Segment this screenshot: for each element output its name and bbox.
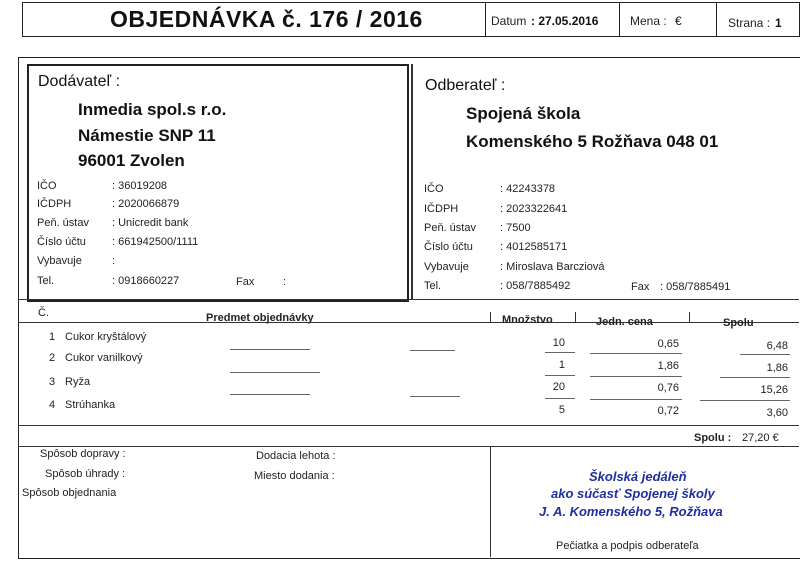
table-row-unit-price: 0,72 <box>657 405 679 417</box>
table-row-name: Ryža <box>65 376 91 388</box>
table-row-qty: 20 <box>552 381 565 393</box>
col-header-no: Č. <box>38 307 49 319</box>
row-underline <box>230 394 310 395</box>
table-col-rule-total <box>689 312 690 323</box>
supplier-contact-label: Vybavuje <box>37 255 82 267</box>
strana-value: 1 <box>775 16 782 30</box>
table-row-unit-price: 0,65 <box>657 338 679 350</box>
supplier-fax-value: : <box>283 276 287 288</box>
supplier-account-value: : 661942500/1111 <box>112 236 199 248</box>
customer-icdph-label: IČDPH <box>424 203 459 215</box>
stamp-line-1: Školská jedáleň <box>589 469 687 484</box>
table-row-qty: 5 <box>558 404 565 416</box>
row-underline <box>590 399 682 400</box>
supplier-tel-label: Tel. <box>37 275 55 287</box>
supplier-city: 96001 Zvolen <box>78 151 185 170</box>
col-header-unit-price: Jedn. cena <box>596 316 653 328</box>
table-row-qty: 10 <box>552 337 565 349</box>
row-underline <box>720 377 790 378</box>
table-row-unit-price: 1,86 <box>657 360 679 372</box>
sum-rule <box>18 446 799 447</box>
table-row-total: 3,60 <box>766 407 788 419</box>
table-row-qty: 1 <box>558 359 565 371</box>
mena-label: Mena : <box>630 14 667 28</box>
table-col-rule-price <box>575 312 576 323</box>
footer-divider <box>490 447 491 557</box>
row-underline <box>590 376 682 377</box>
table-row-total: 15,26 <box>760 384 788 396</box>
row-underline <box>590 353 682 354</box>
supplier-fax-label: Fax <box>236 276 255 288</box>
supplier-name: Inmedia spol.s r.o. <box>78 100 227 119</box>
customer-icdph-value: : 2023322641 <box>500 203 568 215</box>
row-underline <box>545 398 575 399</box>
uhrada-label: Spôsob úhrady : <box>45 468 126 480</box>
table-row-no: 4 <box>49 399 56 411</box>
stamp-line-2: ako súčasť Spojenej školy <box>551 486 715 501</box>
lehota-label: Dodacia lehota : <box>256 450 336 462</box>
table-row-name: Cukor kryštálový <box>65 331 147 343</box>
customer-fax-value: : 058/7885491 <box>660 281 731 293</box>
row-underline <box>230 372 320 373</box>
customer-name: Spojená škola <box>466 104 581 123</box>
customer-contact-label: Vybavuje <box>424 261 469 273</box>
customer-ico-value: : 42243378 <box>500 183 556 195</box>
row-underline <box>410 396 460 397</box>
supplier-street: Námestie SNP 11 <box>78 126 216 145</box>
customer-fax-label: Fax <box>631 281 650 293</box>
customer-ico-label: IČO <box>424 183 444 195</box>
customer-bank-label: Peň. ústav <box>424 222 476 234</box>
table-row-name: Strúhanka <box>65 399 116 411</box>
signature-label: Pečiatka a podpis odberateľa <box>556 540 699 552</box>
datum-value: : 27.05.2016 <box>531 14 599 28</box>
supplier-heading: Dodávateľ : <box>38 73 121 90</box>
objednanie-label: Spôsob objednania <box>22 487 117 499</box>
supplier-contact-value: : <box>112 255 116 267</box>
table-row-total: 6,48 <box>766 340 788 352</box>
table-row-unit-price: 0,76 <box>657 382 679 394</box>
supplier-bank-label: Peň. ústav <box>37 217 89 229</box>
customer-tel-label: Tel. <box>424 280 442 292</box>
sum-value: 27,20 € <box>742 432 779 444</box>
customer-divider <box>411 64 413 299</box>
table-row-no: 1 <box>49 331 56 343</box>
supplier-ico-label: IČO <box>37 180 57 192</box>
col-header-total: Spolu <box>723 317 754 329</box>
stamp-line-3: J. A. Komenského 5, Rožňava <box>539 504 723 519</box>
row-underline <box>700 400 790 401</box>
order-title: OBJEDNÁVKA č. 176 / 2016 <box>110 6 423 32</box>
supplier-account-label: Číslo účtu <box>37 236 86 248</box>
supplier-icdph-value: : 2020066879 <box>112 198 180 210</box>
col-header-qty: Množstvo <box>502 314 553 326</box>
customer-address: Komenského 5 Rožňava 048 01 <box>466 132 719 151</box>
row-underline <box>545 375 575 376</box>
table-row-total: 1,86 <box>766 362 788 374</box>
supplier-bank-value: : Unicredit bank <box>112 217 189 229</box>
miesto-label: Miesto dodania : <box>254 470 335 482</box>
customer-account-label: Číslo účtu <box>424 241 473 253</box>
customer-account-value: : 4012585171 <box>500 241 568 253</box>
table-row-no: 3 <box>49 376 56 388</box>
doprava-label: Spôsob dopravy : <box>40 448 126 460</box>
table-header-rule <box>18 322 799 323</box>
total-rule <box>18 425 799 426</box>
mena-value: € <box>675 14 682 28</box>
customer-heading: Odberateľ : <box>425 77 506 94</box>
strana-label: Strana : <box>728 16 771 30</box>
row-underline <box>740 354 790 355</box>
row-underline <box>230 349 310 350</box>
row-underline <box>545 352 575 353</box>
table-row-no: 2 <box>49 352 56 364</box>
customer-contact-value: : Miroslava Barcziová <box>500 261 605 273</box>
datum-label: Datum <box>491 14 527 28</box>
supplier-icdph-label: IČDPH <box>37 198 72 210</box>
supplier-ico-value: : 36019208 <box>112 180 168 192</box>
table-top-rule <box>18 299 799 300</box>
sum-label: Spolu : <box>694 432 732 444</box>
col-header-item: Predmet objednávky <box>206 312 314 324</box>
supplier-tel-value: : 0918660227 <box>112 275 180 287</box>
customer-bank-value: : 7500 <box>500 222 531 234</box>
table-col-rule-qty <box>490 312 491 323</box>
row-underline <box>410 350 455 351</box>
table-row-name: Cukor vanilkový <box>65 352 143 364</box>
customer-tel-value: : 058/7885492 <box>500 280 571 292</box>
